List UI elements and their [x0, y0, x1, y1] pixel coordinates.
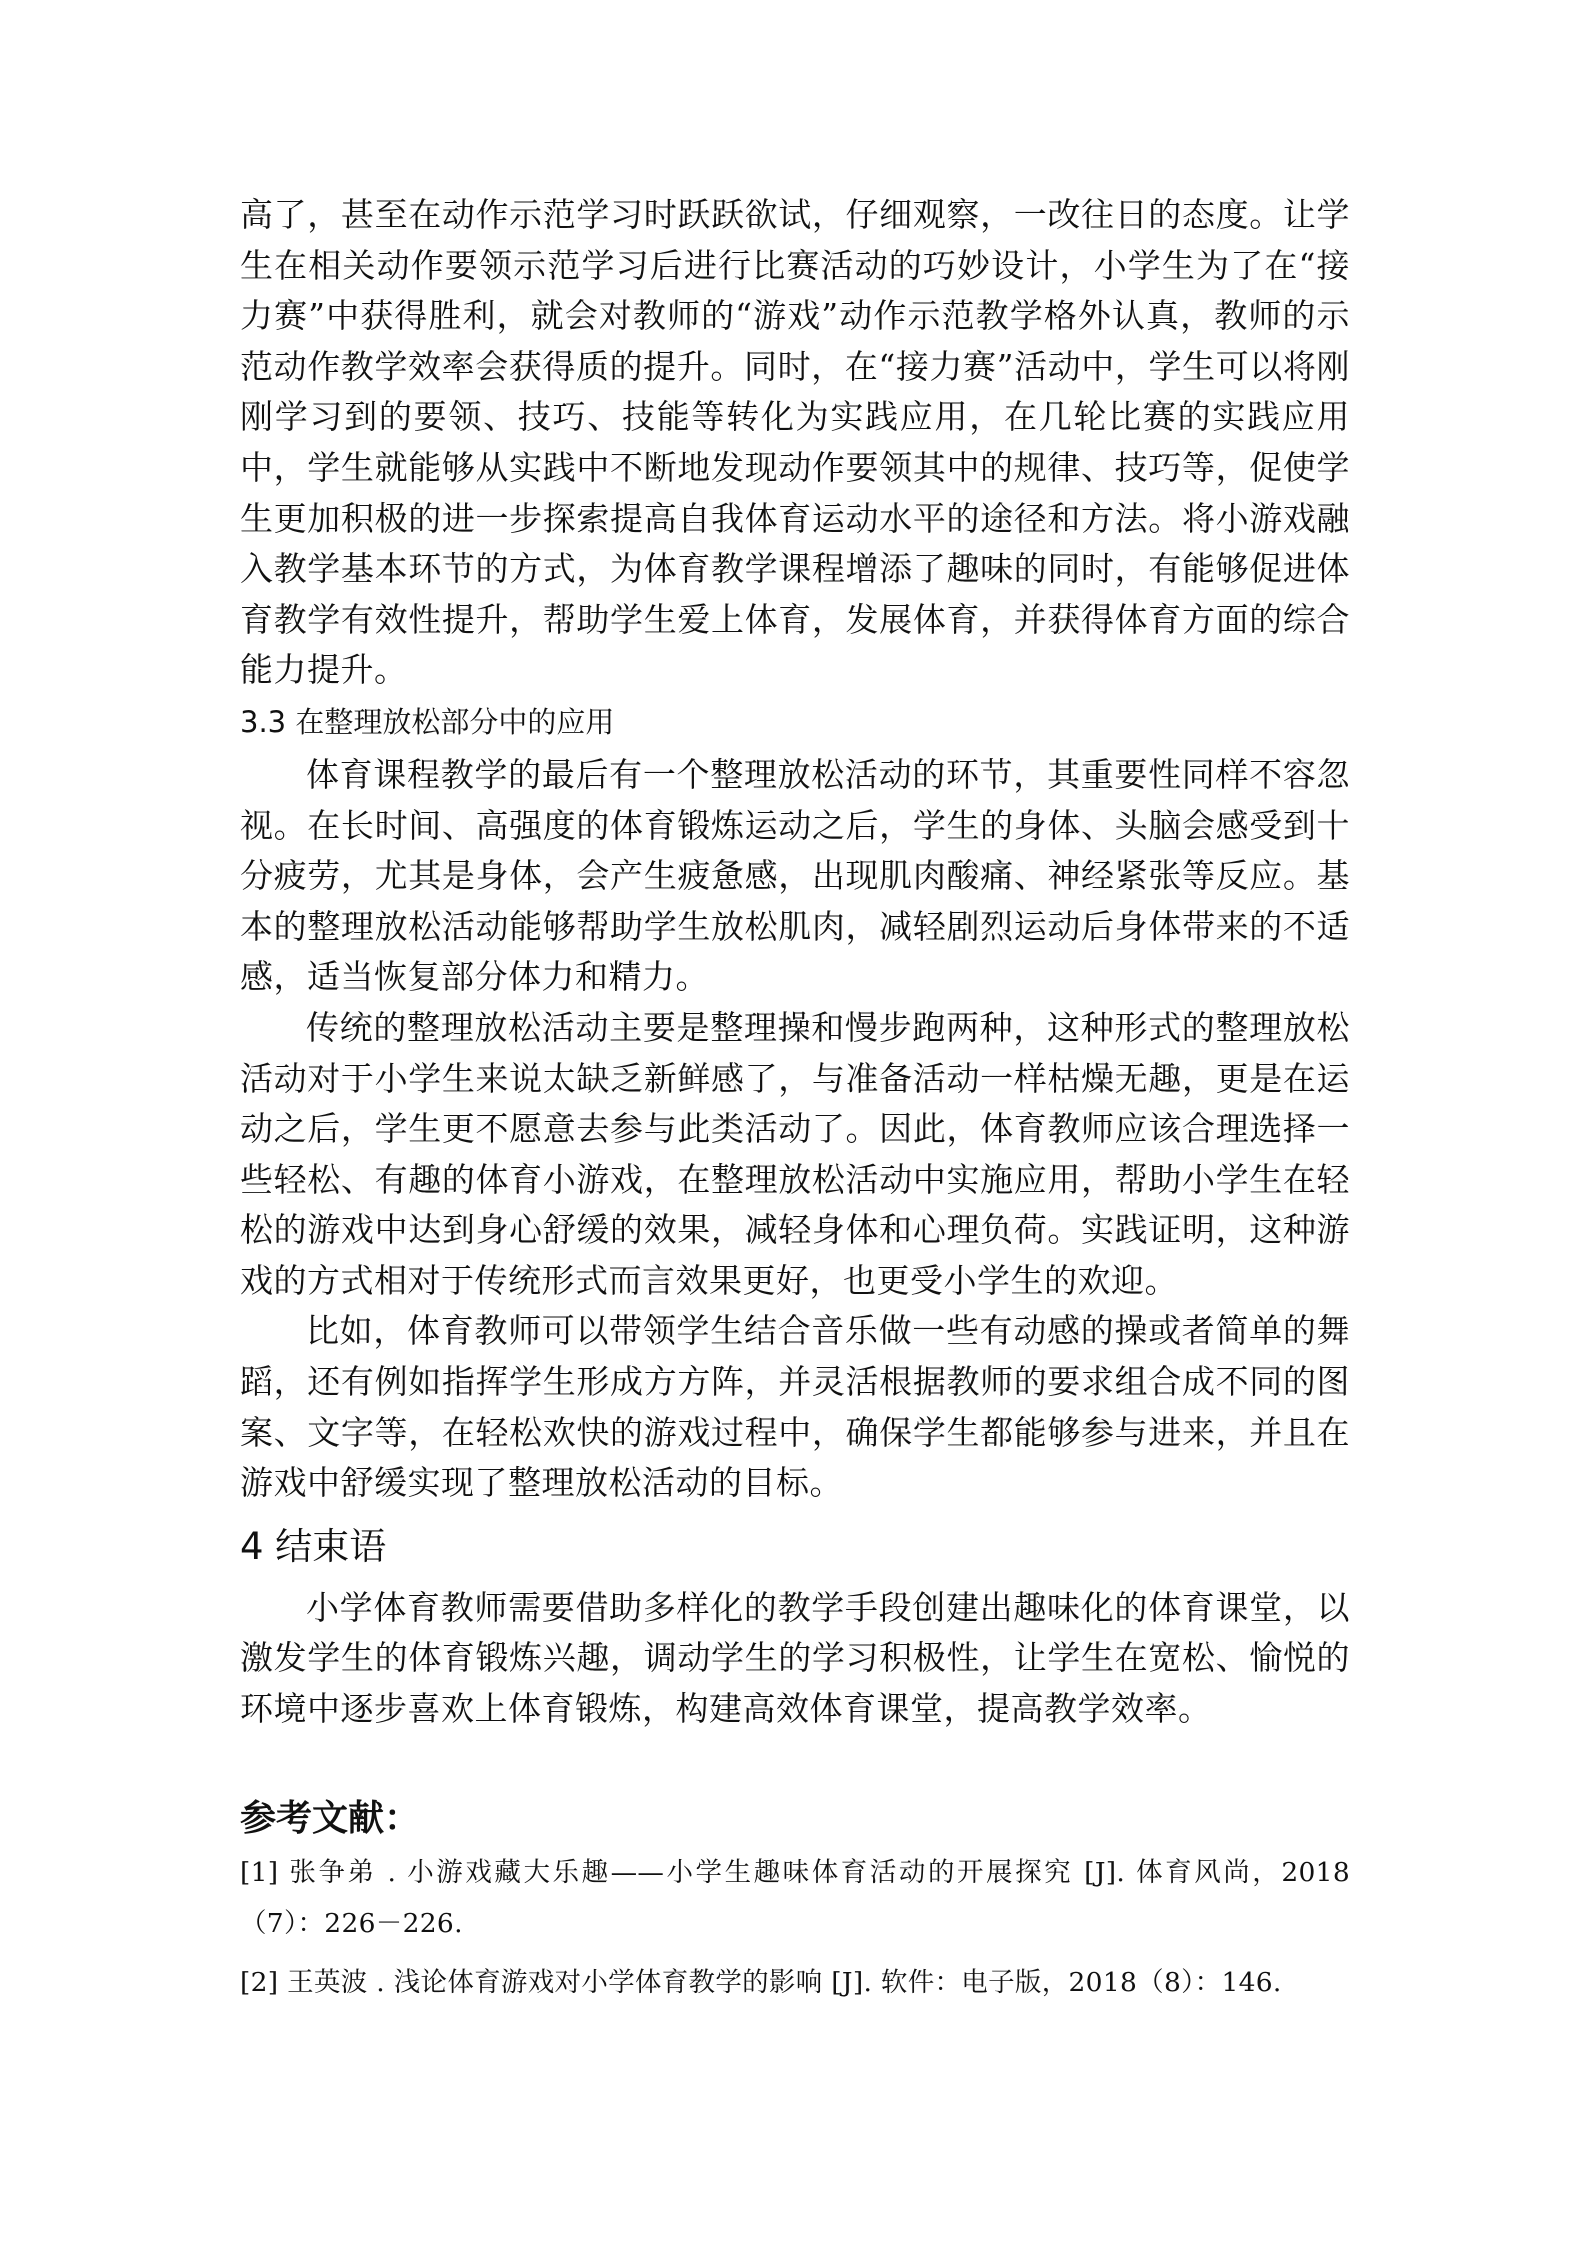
reference-item-2: [2] 王英波 . 浅论体育游戏对小学体育教学的影响 [J]. 软件：电子版，2018（8）：146. — [240, 1966, 1282, 1998]
section-3-3-heading: 3.3 在整理放松部分中的应用 — [240, 704, 615, 739]
references-heading: 参考文献： — [240, 1797, 421, 1839]
section-3-3-paragraph-3: 比如，体育教师可以带领学生结合音乐做一些有动感的操或者简单的舞蹈，还有例如指挥学生形成方方阵，并灵活根据教师的要求组合成不同的图案、文字等，在轻松欢快的游戏过程中，确保学生都能够参与进来，并且在游戏中舒缓实现了整理放松活动的目标。 — [240, 1311, 1350, 1503]
reference-item-1: [1] 张争弟 . 小游戏藏大乐趣——小学生趣味体育活动的开展探究 [J]. 体育风尚，2018（7）：226－226. — [240, 1856, 1350, 1939]
document-page — [240, 190, 1350, 2008]
continuation-paragraph: 高了，甚至在动作示范学习时跃跃欲试，仔细观察，一改往日的态度。让学生在相关动作要领示范学习后进行比赛活动的巧妙设计，小学生为了在“接力赛”中获得胜利，就会对教师的“游戏”动作示范教学格外认真，教师的示范动作教学效率会获得质的提升。同时，在“接力赛”活动中，学生可以将刚刚学习到的要领、技巧、技能等转化为实践应用，在几轮比赛的实践应用中，学生就能够从实践中不断地发现动作要领其中的规律、技巧等，促使学生更加积极的进一步探索提高自我体育运动水平的途径和方法。将小游戏融入教学基本环节的方式，为体育教学课程增添了趣味的同时，有能够促进体育教学有效性提升，帮助学生爱上体育，发展体育，并获得体育方面的综合能力提升。 — [240, 195, 1350, 690]
conclusion-paragraph: 小学体育教师需要借助多样化的教学手段创建出趣味化的体育课堂，以激发学生的体育锻炼兴趣，调动学生的学习积极性，让学生在宽松、愉悦的环境中逐步喜欢上体育锻炼，构建高效体育课堂，提高教学效率。 — [240, 1587, 1350, 1729]
section-4-heading: 4 结束语 — [240, 1524, 387, 1568]
section-3-3-paragraph-1: 体育课程教学的最后有一个整理放松活动的环节，其重要性同样不容忽视。在长时间、高强度的体育锻炼运动之后，学生的身体、头脑会感受到十分疲劳，尤其是身体，会产生疲惫感，出现肌肉酸痛、神经紧张等反应。基本的整理放松活动能够帮助学生放松肌肉，减轻剧烈运动后身体带来的不适感，适当恢复部分体力和精力。 — [240, 754, 1350, 997]
section-3-3-paragraph-2: 传统的整理放松活动主要是整理操和慢步跑两种，这种形式的整理放松活动对于小学生来说太缺乏新鲜感了，与准备活动一样枯燥无趣，更是在运动之后，学生更不愿意去参与此类活动了。因此，体育教师应该合理选择一些轻松、有趣的体育小游戏，在整理放松活动中实施应用，帮助小学生在轻松的游戏中达到身心舒缓的效果，减轻身体和心理负荷。实践证明，这种游戏的方式相对于传统形式而言效果更好，也更受小学生的欢迎。 — [240, 1007, 1350, 1300]
